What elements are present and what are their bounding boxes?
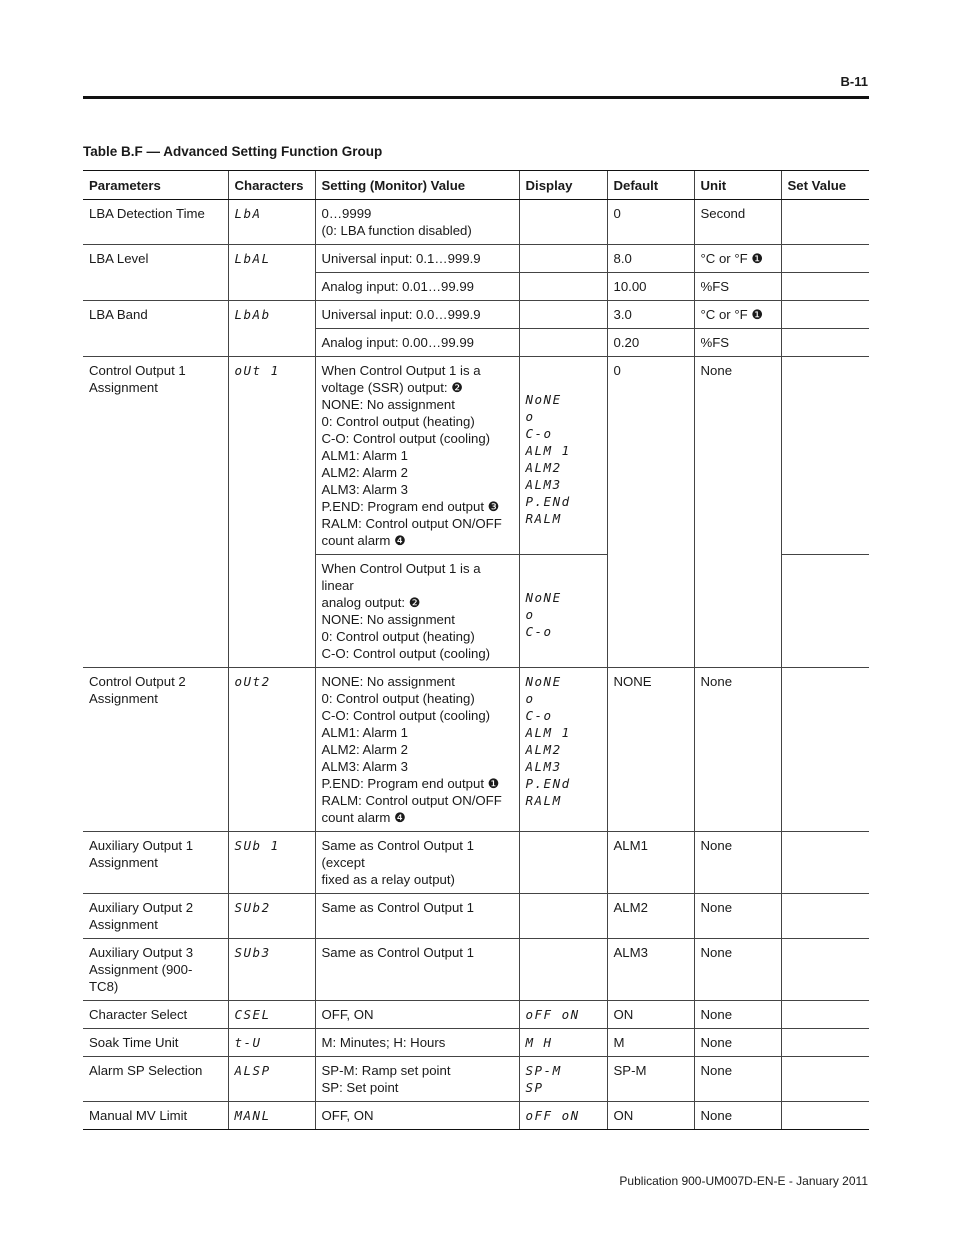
chars-cell: CSEL — [228, 1001, 315, 1029]
chars-cell: MANL — [228, 1102, 315, 1130]
chars-cell: ALSP — [228, 1057, 315, 1102]
unit-cell: None — [694, 832, 781, 894]
unit-cell: None — [694, 1102, 781, 1130]
table-row — [83, 245, 869, 273]
param-cell: Soak Time Unit — [83, 1029, 228, 1057]
set-value-cell[interactable] — [781, 1102, 869, 1130]
setting-cell: Same as Control Output 1 — [315, 894, 519, 939]
param-cell: Auxiliary Output 1 Assignment — [83, 832, 228, 894]
display-cell: oFF oN — [519, 1102, 607, 1130]
set-value-cell[interactable] — [781, 329, 869, 357]
param-cell: Auxiliary Output 2 Assignment — [83, 894, 228, 939]
chars-cell: SUb 1 — [228, 832, 315, 894]
table-row — [83, 301, 869, 329]
param-cell: LBA Detection Time — [83, 200, 228, 245]
table-row — [83, 832, 869, 894]
setting-cell: M: Minutes; H: Hours — [315, 1029, 519, 1057]
param-cell: LBA Level — [83, 245, 228, 301]
table-row — [83, 894, 869, 939]
unit-cell: None — [694, 1001, 781, 1029]
unit-cell: None — [694, 1029, 781, 1057]
chars-cell: LbA — [228, 200, 315, 245]
default-cell: ALM1 — [607, 832, 694, 894]
set-value-cell[interactable] — [781, 1001, 869, 1029]
table-row — [83, 939, 869, 1001]
display-cell — [519, 894, 607, 939]
param-cell: Control Output 1 Assignment — [83, 357, 228, 668]
unit-cell: °C or °F ❶ — [694, 301, 781, 329]
display-cell — [519, 939, 607, 1001]
param-cell: Control Output 2 Assignment — [83, 668, 228, 832]
col-header-set-value: Set Value — [781, 171, 869, 200]
display-cell — [519, 329, 607, 357]
unit-cell: None — [694, 357, 781, 668]
default-cell: ALM3 — [607, 939, 694, 1001]
set-value-cell[interactable] — [781, 301, 869, 329]
display-cell: M H — [519, 1029, 607, 1057]
col-header-unit: Unit — [694, 171, 781, 200]
display-cell — [519, 200, 607, 245]
default-cell: NONE — [607, 668, 694, 832]
default-cell: SP-M — [607, 1057, 694, 1102]
unit-cell: None — [694, 939, 781, 1001]
set-value-cell[interactable] — [781, 200, 869, 245]
setting-cell: Universal input: 0.0…999.9 — [315, 301, 519, 329]
display-cell: NoNE o C-o ALM 1 ALM2 ALM3 P.ENd RALM — [519, 668, 607, 832]
default-cell: 0 — [607, 357, 694, 668]
header-rule — [83, 96, 869, 99]
display-cell: SP-M SP — [519, 1057, 607, 1102]
setting-cell: When Control Output 1 is a linear analog output: ❷ NONE: No assignment 0: Control output (heating) C-O: Control output (cooling) — [315, 555, 519, 668]
setting-cell: Universal input: 0.1…999.9 — [315, 245, 519, 273]
table-row — [83, 1001, 869, 1029]
param-cell: Character Select — [83, 1001, 228, 1029]
display-cell: oFF oN — [519, 1001, 607, 1029]
table-row — [83, 1029, 869, 1057]
setting-cell: Same as Control Output 1 — [315, 939, 519, 1001]
table-row — [83, 668, 869, 832]
publication-footer: Publication 900-UM007D-EN-E - January 2011 — [619, 1174, 868, 1188]
default-cell: 3.0 — [607, 301, 694, 329]
set-value-cell[interactable] — [781, 1057, 869, 1102]
unit-cell: None — [694, 894, 781, 939]
unit-cell: Second — [694, 200, 781, 245]
setting-cell: 0…9999 (0: LBA function disabled) — [315, 200, 519, 245]
table-row — [83, 1102, 869, 1130]
set-value-cell[interactable] — [781, 357, 869, 555]
set-value-cell[interactable] — [781, 939, 869, 1001]
setting-cell: OFF, ON — [315, 1001, 519, 1029]
setting-cell: Same as Control Output 1 (except fixed as a relay output) — [315, 832, 519, 894]
default-cell: ALM2 — [607, 894, 694, 939]
chars-cell: oUt2 — [228, 668, 315, 832]
chars-cell: oUt 1 — [228, 357, 315, 668]
default-cell: 0 — [607, 200, 694, 245]
param-cell: LBA Band — [83, 301, 228, 357]
table-row — [83, 1057, 869, 1102]
display-cell — [519, 301, 607, 329]
col-header-setting: Setting (Monitor) Value — [315, 171, 519, 200]
col-header-parameters: Parameters — [83, 171, 228, 200]
chars-cell: LbAb — [228, 301, 315, 357]
display-cell — [519, 273, 607, 301]
setting-cell: SP-M: Ramp set point SP: Set point — [315, 1057, 519, 1102]
col-header-display: Display — [519, 171, 607, 200]
unit-cell: °C or °F ❶ — [694, 245, 781, 273]
setting-cell: Analog input: 0.01…99.99 — [315, 273, 519, 301]
param-cell: Auxiliary Output 3 Assignment (900-TC8) — [83, 939, 228, 1001]
col-header-default: Default — [607, 171, 694, 200]
display-cell: NoNE o C-o — [519, 555, 607, 668]
table-row — [83, 357, 869, 555]
set-value-cell[interactable] — [781, 245, 869, 273]
table-caption: Table B.F — Advanced Setting Function Group — [83, 144, 383, 159]
table-row — [83, 200, 869, 245]
setting-cell: OFF, ON — [315, 1102, 519, 1130]
set-value-cell[interactable] — [781, 832, 869, 894]
chars-cell: LbAL — [228, 245, 315, 301]
chars-cell: SUb3 — [228, 939, 315, 1001]
default-cell: 8.0 — [607, 245, 694, 273]
advanced-setting-table — [83, 170, 869, 1130]
chars-cell: t-U — [228, 1029, 315, 1057]
display-cell — [519, 832, 607, 894]
default-cell: 10.00 — [607, 273, 694, 301]
display-cell — [519, 245, 607, 273]
default-cell: ON — [607, 1001, 694, 1029]
unit-cell: %FS — [694, 273, 781, 301]
default-cell: ON — [607, 1102, 694, 1130]
unit-cell: None — [694, 1057, 781, 1102]
table-header-row — [83, 171, 869, 200]
set-value-cell[interactable] — [781, 273, 869, 301]
setting-cell: When Control Output 1 is a voltage (SSR) output: ❷ NONE: No assignment 0: Control output (heating) C-O: Control output (cooling) ALM1: Alarm 1 ALM2: Alarm 2 ALM3: Alarm 3 P.END: Program end output ❸ RALM: Control output ON/OFF count alarm ❹ — [315, 357, 519, 555]
setting-cell: Analog input: 0.00…99.99 — [315, 329, 519, 357]
set-value-cell[interactable] — [781, 668, 869, 832]
chars-cell: SUb2 — [228, 894, 315, 939]
set-value-cell[interactable] — [781, 894, 869, 939]
unit-cell: None — [694, 668, 781, 832]
param-cell: Manual MV Limit — [83, 1102, 228, 1130]
set-value-cell[interactable] — [781, 1029, 869, 1057]
default-cell: M — [607, 1029, 694, 1057]
display-cell: NoNE o C-o ALM 1 ALM2 ALM3 P.ENd RALM — [519, 357, 607, 555]
unit-cell: %FS — [694, 329, 781, 357]
setting-cell: NONE: No assignment 0: Control output (heating) C-O: Control output (cooling) ALM1: Alarm 1 ALM2: Alarm 2 ALM3: Alarm 3 P.END: Program end output ❶ RALM: Control output ON/OFF count alarm ❹ — [315, 668, 519, 832]
default-cell: 0.20 — [607, 329, 694, 357]
param-cell: Alarm SP Selection — [83, 1057, 228, 1102]
set-value-cell[interactable] — [781, 555, 869, 668]
col-header-characters: Characters — [228, 171, 315, 200]
page-number: B-11 — [840, 74, 868, 89]
